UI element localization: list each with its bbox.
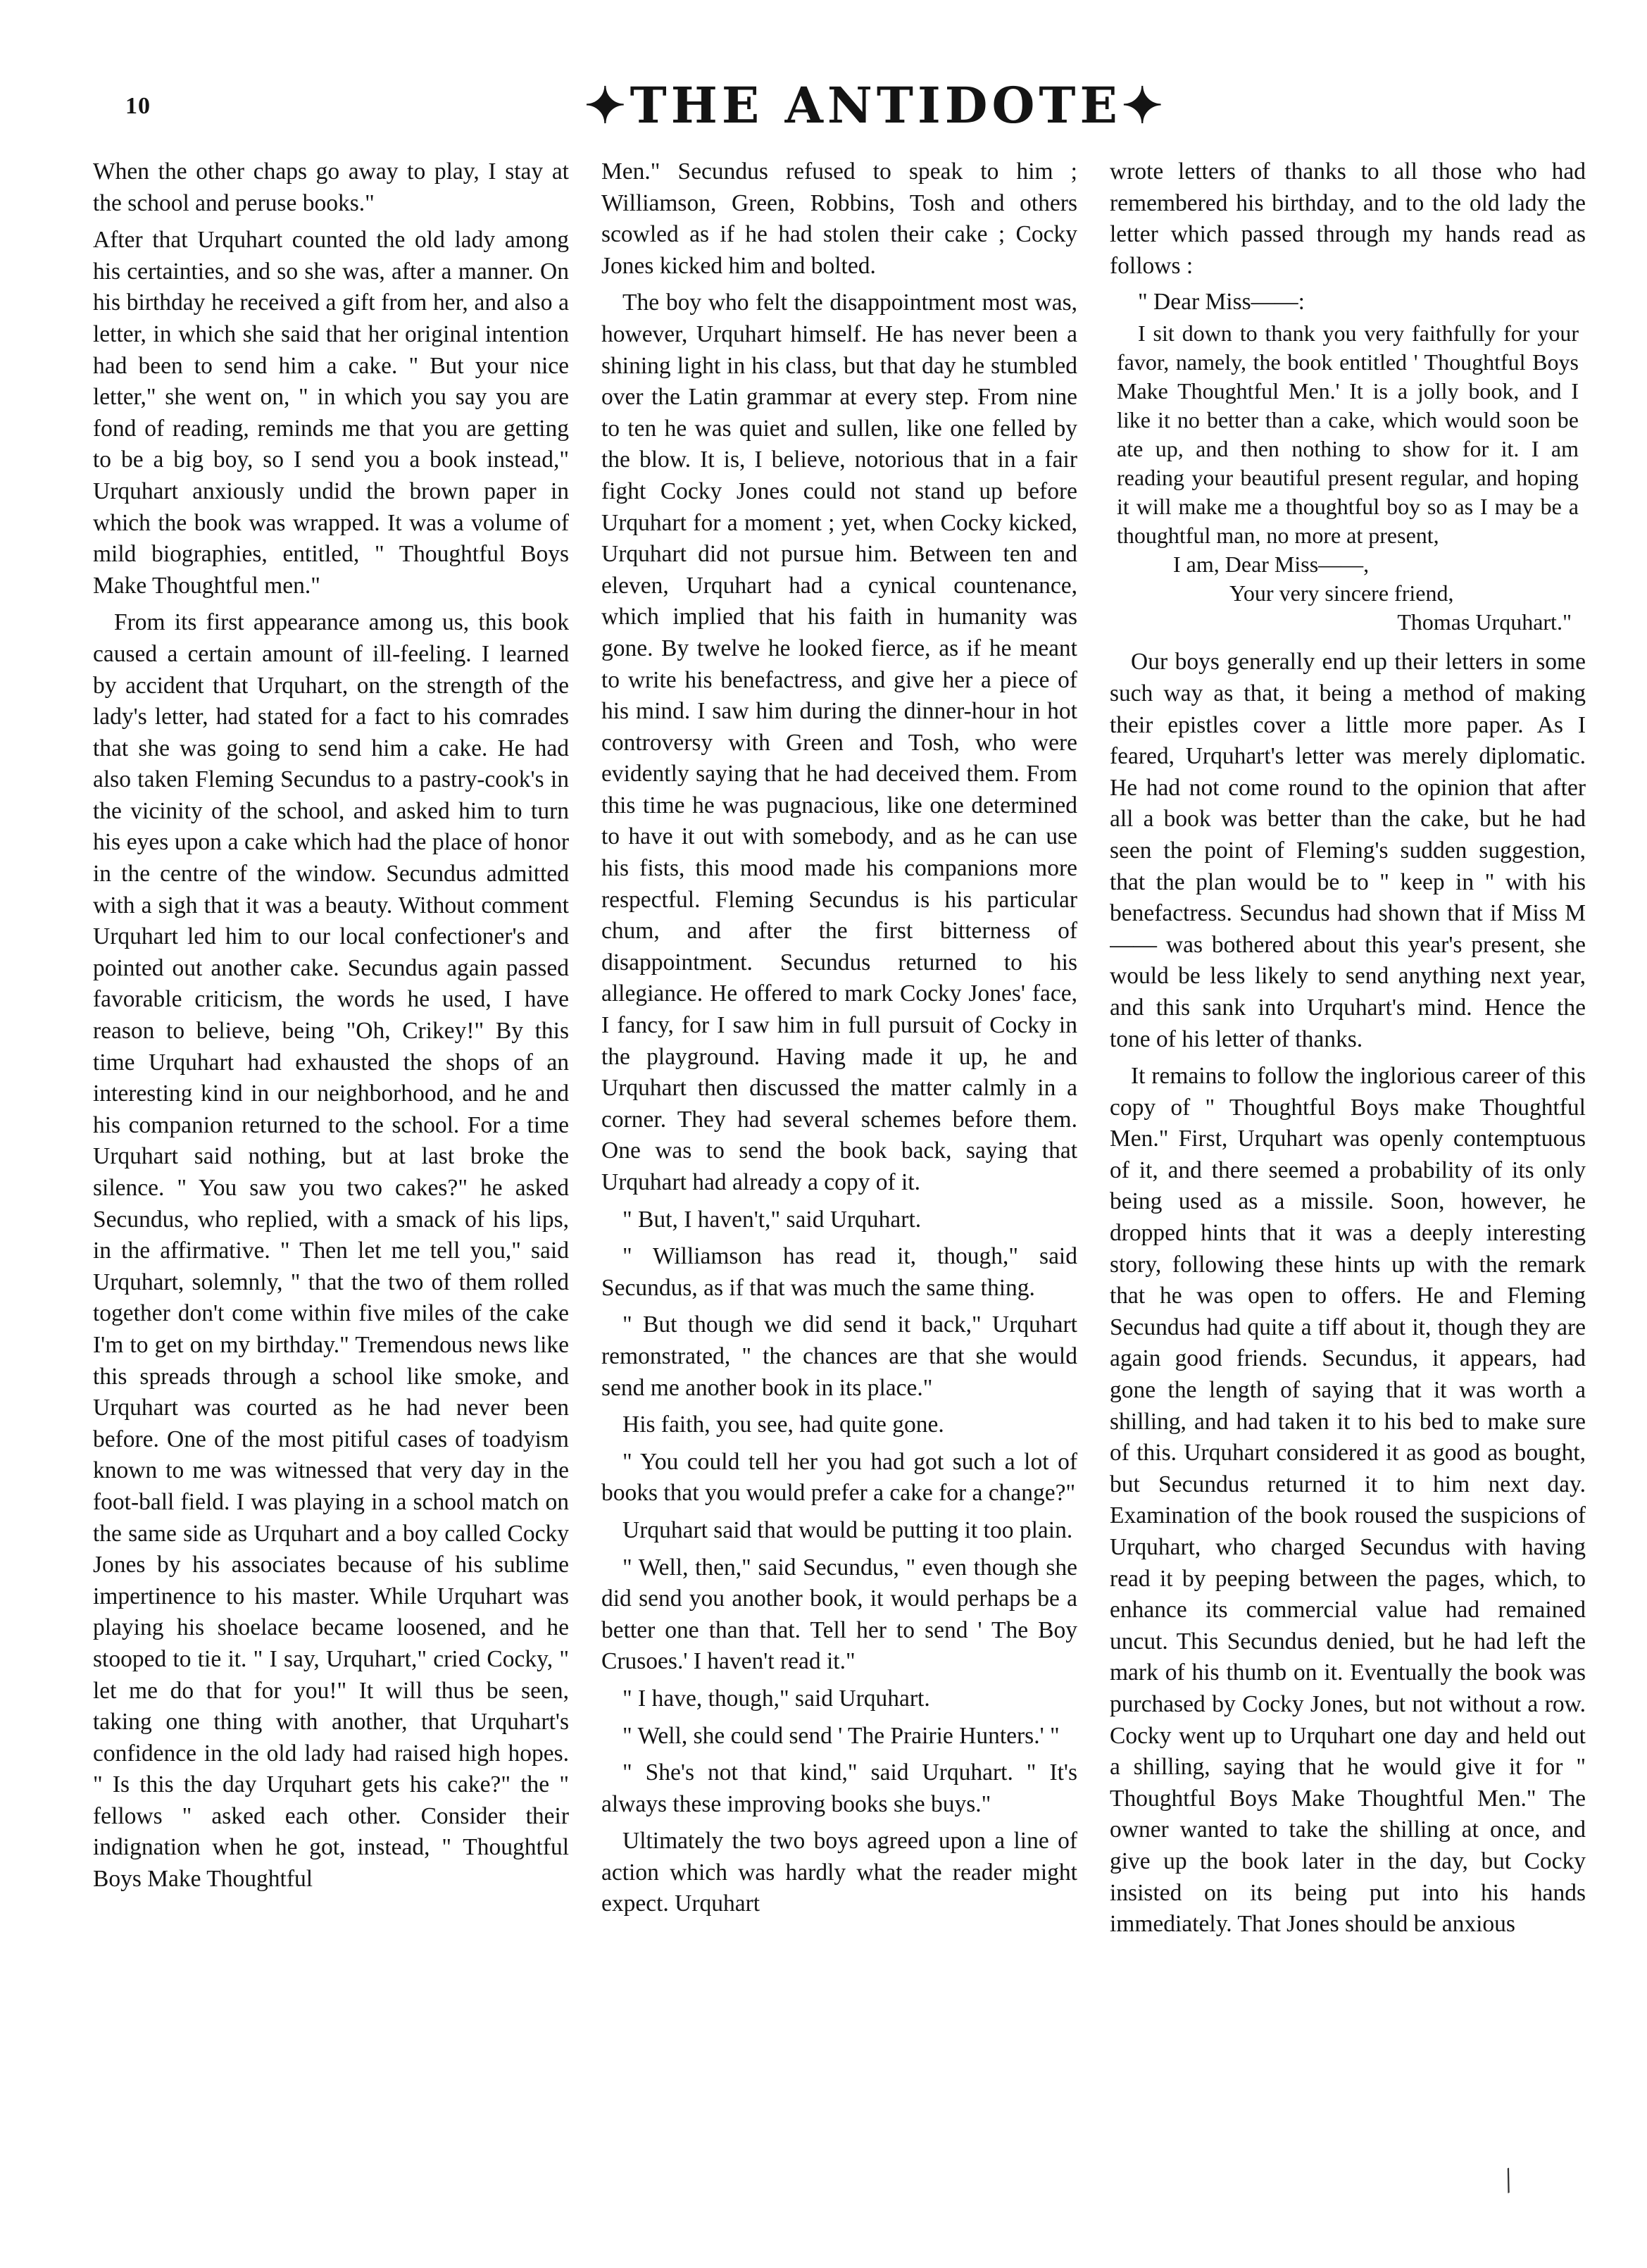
paragraph: " She's not that kind," said Urquhart. " It's always these improving books she buys." (601, 1759, 1077, 1817)
paragraph: His faith, you see, had quite gone. (622, 1412, 944, 1438)
letter-salutation: " Dear Miss——: (1138, 289, 1305, 316)
article-column-1 (93, 156, 569, 2199)
paragraph: " Williamson has read it, though," said Secundus, as if that was much the same thing. (601, 1243, 1077, 1301)
paragraph: " But, I haven't," said Urquhart. (622, 1206, 922, 1233)
letter-body: I sit down to thank you very faithfully for your favor, namely, the book entitled ' Thoughtful Boys Make Thoughtful Men.' It is a jolly book, and I like it no better than a cake, which would soon be ate up, and then nothing to show for it. I am reading your beautiful present regular, and hoping it will make me a thoughtful boy so as I may be a thoughtful man, no more at present, (1117, 320, 1579, 549)
letter-intro: wrote letters of thanks to all those who had remembered his birthday, and to the old lady the letter which passed through my hands read as follows : (1110, 158, 1586, 279)
letter-block (1110, 287, 1586, 637)
article-column-3 (1110, 156, 1586, 2199)
paragraph: " You could tell her you had got such a lot of books that you would prefer a cake for a change?" (601, 1448, 1077, 1507)
paragraph: From its first appearance among us, this book caused a certain amount of ill-feeling. I learned by accident that Urquhart, on the strength of the lady's letter, had stated for a fact to his comrades that she was going to send him a cake. He had also taken Fleming Secundus to a pastry-cook's in the vicinity of the school, and asked him to turn his eyes upon a cake which had the place of honor in the centre of the window. Secundus admitted with a sigh that it was a beauty. Without comment Urquhart led him to our local confectioner's and pointed out another cake. Secundus again passed favorable criticism, the words he used, I have reason to believe, being "Oh, Crikey!" By this time Urquhart had exhausted the shops of an interesting kind in our neighborhood, and he and his companion returned to the school. For a time Urquhart said nothing, but at last broke the silence. " You saw you two cakes?" he asked Secundus, who replied, with a smack of his lips, in the affirmative. " Then let me tell you," said Urquhart, solemnly, " that the two of them rolled together don't come within five miles of the cake I'm to get on my birthday." Tremendous news like this spreads through a school like smoke, and Urquhart was courted as he had never been before. One of the most pitiful cases of toadyism known to me was witnessed that very day in the foot-ball field. I was playing in a school match on the same side as Urquhart and a boy called Cocky Jones by his associates because of his sublime impertinence to his master. While Urquhart was playing his shoelace became loosened, and he stooped to tie it. " I say, Urquhart," cried Cocky, " let me do that for you!" It will thus be seen, taking one thing with another, that Urquhart's confidence in the old lady had raised high hopes. " Is this the day Urquhart gets his cake?" the " fellows " asked each other. Consider their indignation when he got, instead, " Thoughtful Boys Make Thoughtful (93, 609, 569, 1893)
page-number: 10 (125, 93, 151, 119)
letter-signature: Thomas Urquhart." (1397, 609, 1572, 635)
paragraph: " But though we did send it back," Urquhart remonstrated, " the chances are that she would send me another book in its place." (601, 1311, 1077, 1401)
paragraph: Ultimately the two boys agreed upon a line of action which was hardly what the reader might expect. Urquhart (601, 1828, 1077, 1917)
paragraph: After that Urquhart counted the old lady among his certainties, and so she was, after a manner. On his birthday he received a gift from her, and also a letter, in which she said that her original intention had been to send him a cake. " But your nice letter," she went on, " in which you say you are fond of reading, reminds me that you are getting to be a big boy, so I send you a book instead," Urquhart anxiously undid the brown paper in which the book was wrapped. It was a volume of mild biographies, entitled, " Thoughtful Boys Make Thoughtful men." (93, 227, 569, 599)
paragraph: It remains to follow the inglorious career of this copy of " Thoughtful Boys make Thoughtful Men." First, Urquhart was openly contemptuous of it, and there seemed a probability of its only being used as a missile. Soon, however, he dropped hints that it was a deeply interesting story, following these hints up with the remark that he was open to offers. He and Fleming Secundus had quite a tiff about it, though they are again good friends. Secundus, it appears, had gone the length of saying that it was worth a shilling, and had taken it to his bed to make sure of this. Urquhart considered it as good as bought, but Secundus returned it to him next day. Examination of the book roused the suspicions of Urquhart, who charged Secundus with having read it by peeping between the pages, which, to enhance its commercial value had remained uncut. This Secundus denied, but he had left the mark of his thumb on it. Eventually the book was purchased by Cocky Jones, but not without a row. Cocky went up to Urquhart one day and held out a shilling, saying that he would give it for " Thoughtful Boys Make Thoughtful Men." The owner wanted to take the shilling at once, and give up the book later in the day, but Cocky insisted on its being put into his hands immediately. That Jones should be anxious (1110, 1063, 1586, 1938)
ink-mark: / (1496, 2160, 1520, 2200)
paragraph: Our boys generally end up their letters in some such way as that, it being a method of making their epistles cover a little more paper. As I feared, Urquhart's letter was merely diplomatic. He had not come round to the opinion that after all a book was better than the cake, but he had seen the point of Fleming's sudden suggestion, that the plan would be to " keep in " with his benefactress. Secundus had shown that if Miss M—— was bothered about this year's present, she would be less likely to send anything next year, and this sank into Urquhart's mind. Hence the tone of his letter of thanks. (1110, 649, 1586, 1052)
paragraph: " Well, then," said Secundus, " even though she did send you another book, it would perhaps be a better one than that. Tell her to send ' The Boy Crusoes.' I haven't read it." (601, 1554, 1077, 1675)
paragraph: Men." Secundus refused to speak to him ; Williamson, Green, Robbins, Tosh and others scowled as if he had stolen their cake ; Cocky Jones kicked him and bolted. (601, 158, 1077, 279)
paragraph: " I have, though," said Urquhart. (622, 1685, 930, 1712)
paragraph: " Well, she could send ' The Prairie Hunters.' " (622, 1722, 1060, 1749)
paragraph: When the other chaps go away to play, I stay at the school and peruse books." (93, 158, 569, 216)
masthead-title: ✦THE ANTIDOTE✦ (584, 76, 1167, 135)
article-column-2 (601, 156, 1077, 2199)
letter-closing: I am, Dear Miss——, (1173, 552, 1370, 578)
paragraph: The boy who felt the disappointment most was, however, Urquhart himself. He has never been a shining light in his class, but that day he stumbled over the Latin grammar at every step. From nine to ten he was quiet and sullen, like one felled by the blow. It is, I believe, notorious that in a fair fight Cocky Jones could not stand up before Urquhart for a moment ; yet, when Cocky kicked, Urquhart did not pursue him. Between ten and eleven, Urquhart had a cynical countenance, which implied that his faith in humanity was gone. By twelve he looked fierce, as if he meant to write his benefactress, and give her a piece of his mind. I saw him during the dinner-hour in hot controversy with Green and Tosh, who were evidently saying that he had deceived them. From this time he was pugnacious, like one determined to have it out with somebody, and as he can use his fists, this mood made his companions more respectful. Fleming Secundus is his particular chum, and after the first bitterness of disappointment. Secundus returned to his allegiance. He offered to mark Cocky Jones' face, I fancy, for I saw him in full pursuit of Cocky in the playground. Having made it up, he and Urquhart then discussed the matter calmly in a corner. They had several schemes before them. One was to send the book back, saying that Urquhart had already a copy of it. (601, 289, 1077, 1195)
paragraph: Urquhart said that would be putting it too plain. (622, 1516, 1073, 1543)
letter-signoff: Your very sincere friend, (1229, 580, 1454, 606)
article-columns (93, 156, 1586, 2199)
